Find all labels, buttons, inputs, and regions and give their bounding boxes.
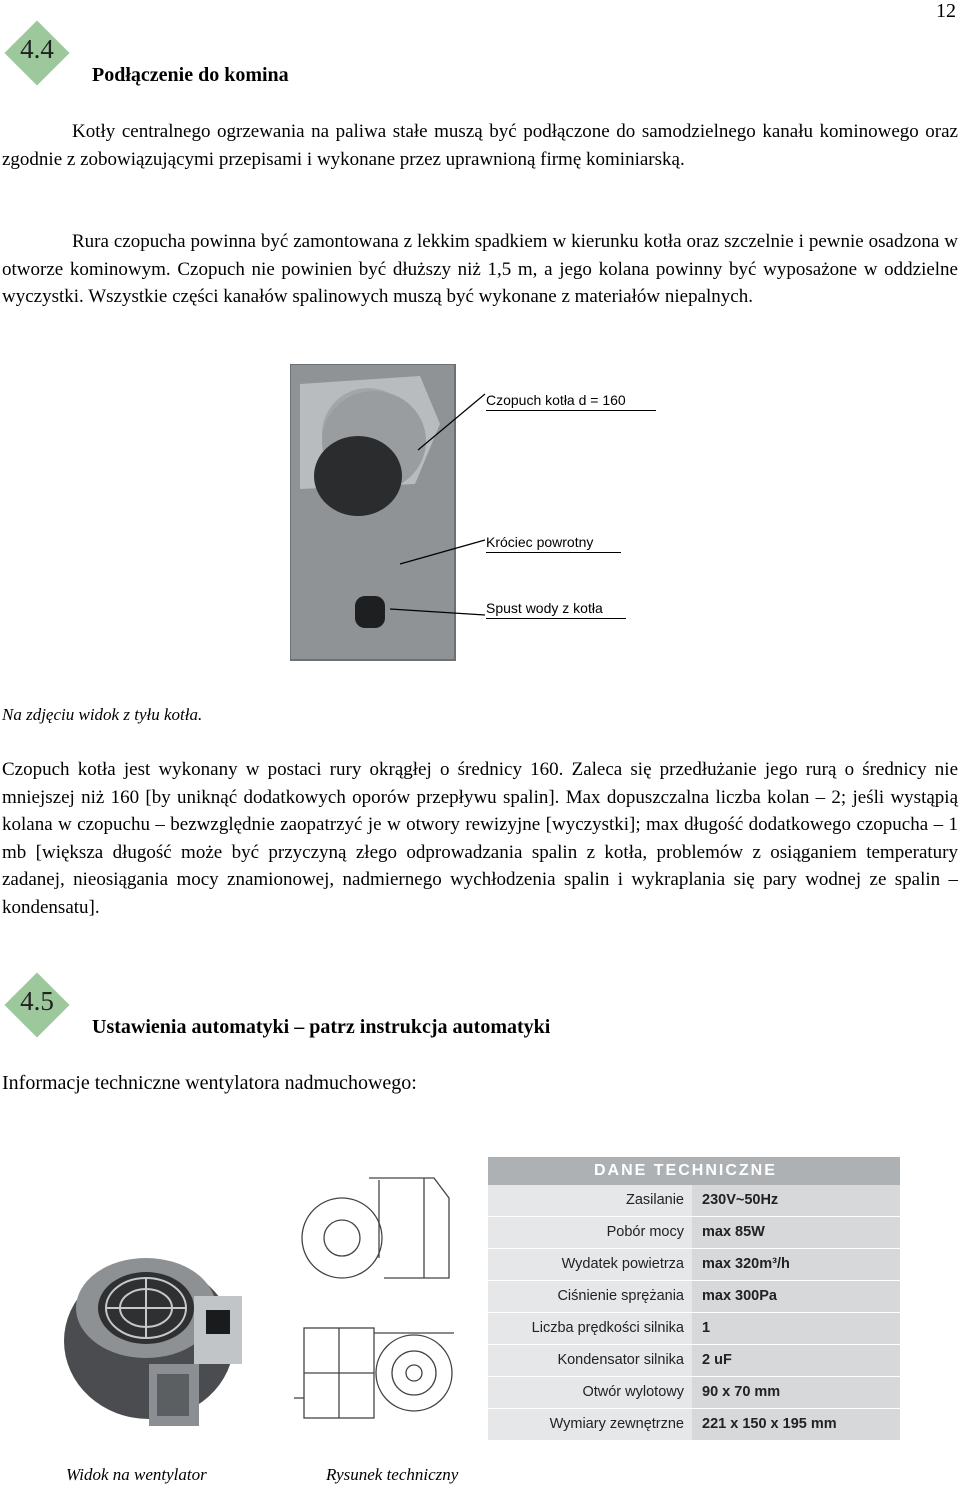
table-row [488, 1281, 900, 1313]
row-value: max 320m³/h [692, 1249, 900, 1280]
table-row [488, 1345, 900, 1377]
boiler-rear-photo [290, 364, 670, 680]
row-label: Kondensator silnika [488, 1345, 692, 1376]
section-number: 4.5 [20, 986, 54, 1016]
paragraph-text: Kotły centralnego ogrzewania na paliwa stałe muszą być podłączone do samodzielnego kanału kominowego oraz zgodnie z zobowiązującymi przepisami i wykonane przez uprawnioną firmę kominiarską. [2, 121, 958, 170]
paragraph-text: Czopuch kotła jest wykonany w postaci rury okrągłej o średnicy 160. Zaleca się przedłużanie jego rurą o średnicy nie mniejszej niż 160 [by uniknąć dodatkowych oporów przepływu spalin]. Max dopuszczalna liczba kolan – 2; jeśli wystąpią kolana w czopuchu – bezwzględnie zaopatrzyć je w otwory rewizyjne [wyczystki]; max długość dodatkowego czopucha – 1 mb [większa długość może być przyczyną złego odprowadzania spalin z kotła, problemów z osiąganiem temperatury zadanej, nieosiągania mocy znamionowej, nadmiernego wychłodzenia spalin i wykraplania się pary wodnej ze spalin – kondensatu]. [2, 759, 958, 918]
row-label: Ciśnienie sprężania [488, 1281, 692, 1312]
fan-view-caption: Widok na wentylator [66, 1465, 207, 1484]
page-number: 12 [936, 0, 956, 22]
row-label: Wymiary zewnętrzne [488, 1409, 692, 1440]
table-title: DANE TECHNICZNE [488, 1157, 900, 1185]
row-value: max 85W [692, 1217, 900, 1248]
row-label: Pobór mocy [488, 1217, 692, 1248]
table-row [488, 1185, 900, 1217]
row-value: 2 uF [692, 1345, 900, 1376]
row-value: 230V~50Hz [692, 1185, 900, 1216]
fan-info-heading: Informacje techniczne wentylatora nadmuchowego: [2, 1072, 417, 1094]
row-value: 90 x 70 mm [692, 1377, 900, 1408]
paragraph-flue-mounting [2, 228, 958, 311]
paragraph-chimney-requirement [2, 118, 958, 173]
row-label: Wydatek powietrza [488, 1249, 692, 1280]
row-value: 1 [692, 1313, 900, 1344]
technical-drawing [284, 1168, 484, 1443]
section-number-badge [4, 972, 70, 1038]
paragraph-text: Rura czopucha powinna być zamontowana z lekkim spadkiem w kierunku kotła oraz szczelnie i pewnie osadzona w otworze kominowym. Czopuch nie powinien być dłuższy niż 1,5 m, a jego kolana powinny być wyposażone w oddzielne wyczystki. Wszystkie części kanałów spalinowych muszą być wykonane z materiałów niepalnych. [2, 231, 958, 307]
boiler-rear-figure [290, 364, 670, 680]
row-label: Zasilanie [488, 1185, 692, 1216]
label-flue-pipe: Czopuch kotła d = 160 [486, 392, 656, 411]
photo-caption: Na zdjęciu widok z tyłu kotła. [2, 705, 203, 724]
label-return-nozzle: Króciec powrotny [486, 534, 621, 553]
section-number: 4.4 [20, 34, 54, 64]
technical-drawing-caption: Rysunek techniczny [326, 1465, 459, 1484]
table-row [488, 1377, 900, 1409]
table-row [488, 1313, 900, 1345]
fan-photo [54, 1246, 254, 1431]
tech-data-table [488, 1157, 900, 1441]
row-label: Liczba prędkości silnika [488, 1313, 692, 1344]
label-water-drain: Spust wody z kotła [486, 600, 626, 619]
row-label: Otwór wylotowy [488, 1377, 692, 1408]
table-row [488, 1217, 900, 1249]
section-title: Ustawienia automatyki – patrz instrukcja automatyki [92, 1016, 551, 1038]
row-value: 221 x 150 x 195 mm [692, 1409, 900, 1440]
paragraph-flue-diameter [2, 756, 958, 921]
table-row [488, 1249, 900, 1281]
row-value: max 300Pa [692, 1281, 900, 1312]
section-number-badge [4, 20, 70, 86]
table-row [488, 1409, 900, 1441]
section-title: Podłączenie do komina [92, 64, 289, 86]
